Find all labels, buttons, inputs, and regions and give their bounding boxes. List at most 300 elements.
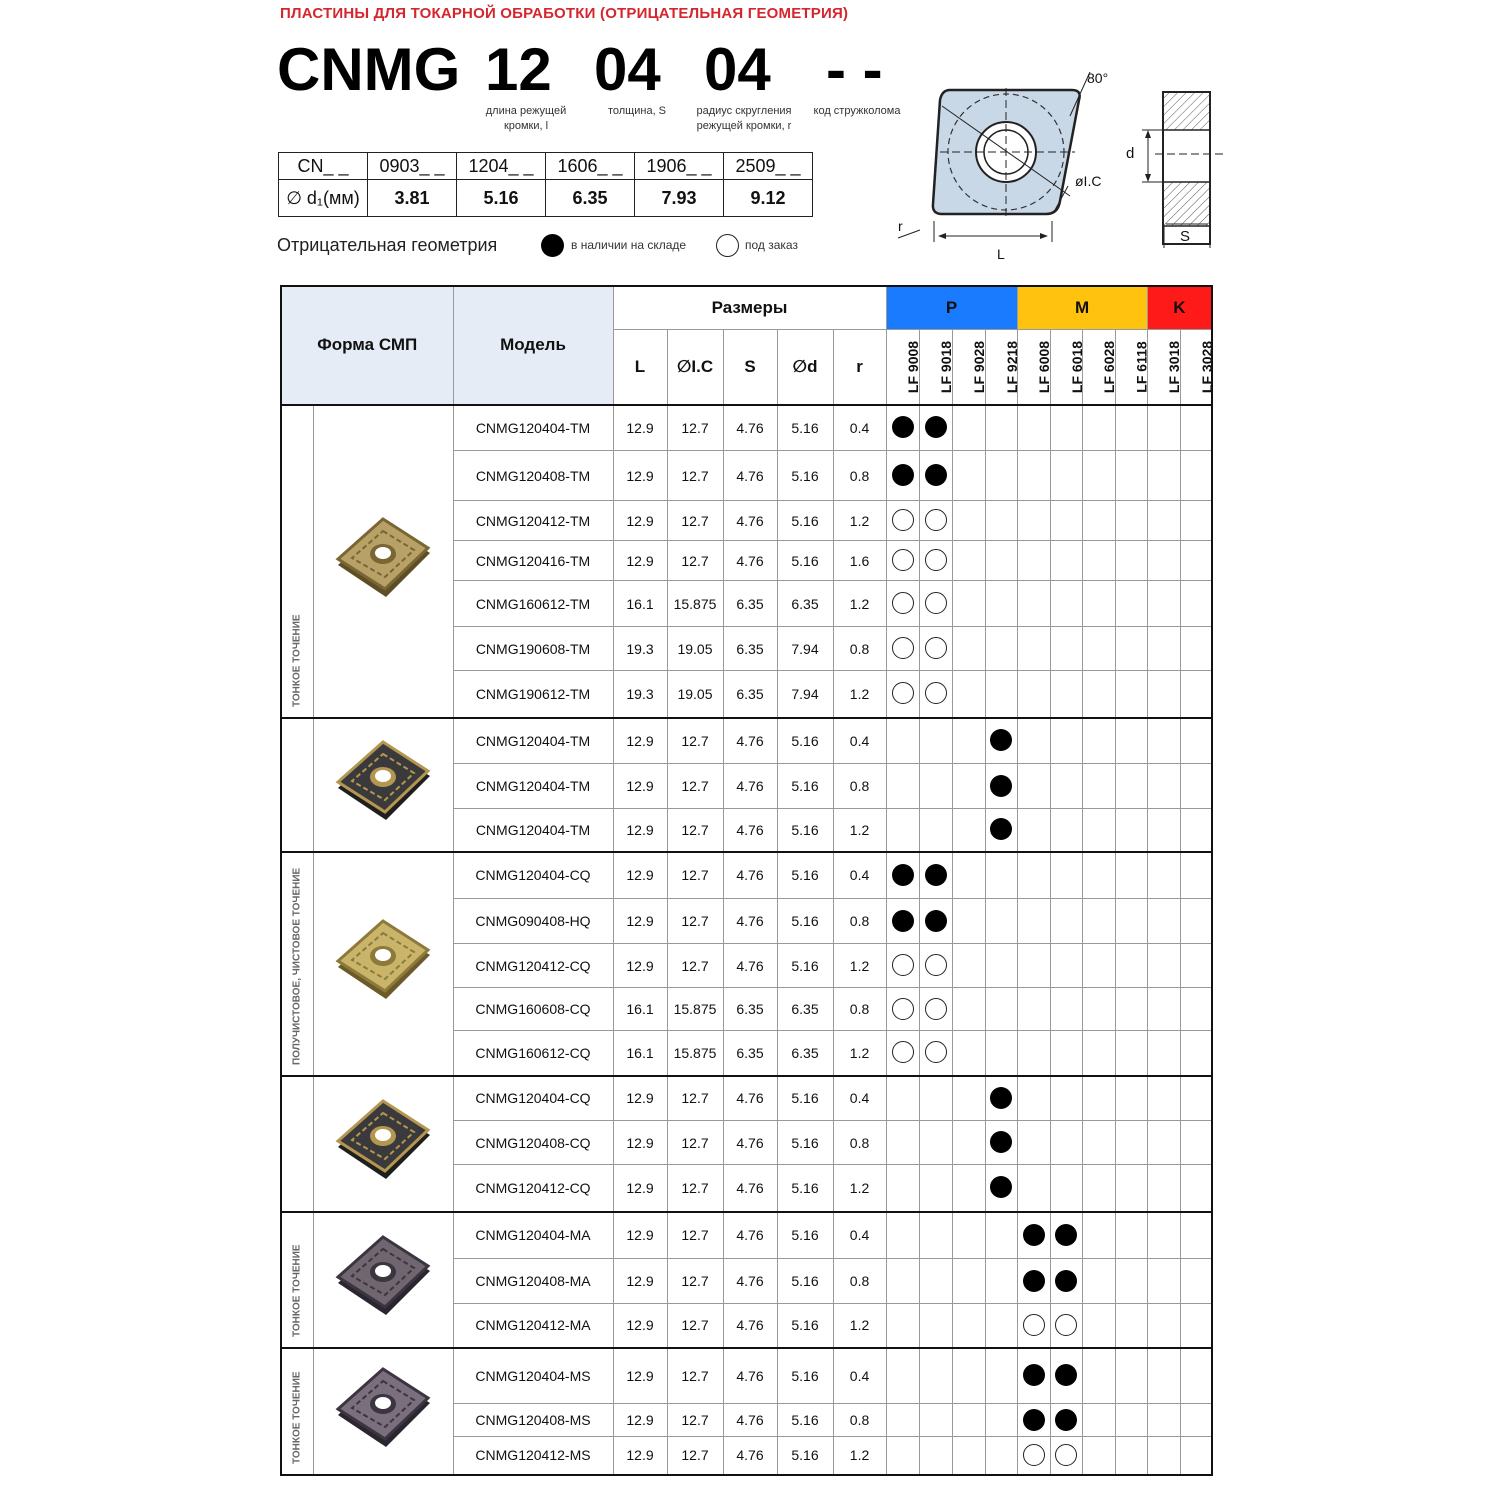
dim-cell: 1.2 xyxy=(833,1304,886,1348)
availability-cell xyxy=(919,899,952,944)
products-table xyxy=(280,285,1213,1476)
availability-cell xyxy=(1115,501,1147,541)
model-cell: CNMG160612-CQ xyxy=(453,1031,613,1076)
availability-cell xyxy=(952,764,985,809)
dim-cell: 0.8 xyxy=(833,627,886,671)
dim-cell: 12.7 xyxy=(667,1212,723,1259)
availability-cell xyxy=(919,627,952,671)
availability-cell xyxy=(1115,852,1147,899)
dim-cell: 4.76 xyxy=(723,1212,777,1259)
availability-cell xyxy=(919,581,952,627)
grade-label: LF 3018 xyxy=(1165,340,1182,393)
availability-cell xyxy=(1082,1404,1115,1437)
availability-cell xyxy=(952,988,985,1031)
label-chipbreaker: код стружколома xyxy=(813,105,901,117)
availability-cell xyxy=(919,405,952,451)
availability-cell xyxy=(1017,1121,1050,1165)
availability-cell xyxy=(1115,1304,1147,1348)
dim-cell: 4.76 xyxy=(723,944,777,988)
availability-cell xyxy=(886,809,919,852)
dim-cell: 12.9 xyxy=(613,1212,667,1259)
availability-cell xyxy=(985,1076,1017,1121)
availability-cell xyxy=(1180,1076,1212,1121)
availability-cell xyxy=(1082,852,1115,899)
availability-cell xyxy=(886,1404,919,1437)
availability-cell xyxy=(985,1165,1017,1212)
in-stock-dot-icon xyxy=(925,910,947,932)
dim-cell: 1.2 xyxy=(833,809,886,852)
availability-cell xyxy=(886,581,919,627)
availability-cell xyxy=(1017,1212,1050,1259)
dim-cell: 4.76 xyxy=(723,1165,777,1212)
availability-cell xyxy=(1082,899,1115,944)
availability-cell xyxy=(919,1031,952,1076)
grade-label: LF 6018 xyxy=(1068,340,1085,393)
size-head-1: 0903_ _ xyxy=(368,153,457,180)
dim-cell: 5.16 xyxy=(777,501,833,541)
availability-cell xyxy=(1082,1212,1115,1259)
availability-cell xyxy=(952,852,985,899)
availability-cell xyxy=(1115,1437,1147,1475)
availability-cell xyxy=(952,1121,985,1165)
dim-cell: 5.16 xyxy=(777,541,833,581)
dim-cell: 4.76 xyxy=(723,1404,777,1437)
dim-cell: 12.7 xyxy=(667,1404,723,1437)
in-stock-dot-icon xyxy=(990,775,1012,797)
dim-cell: 12.9 xyxy=(613,451,667,501)
dim-cell: 12.7 xyxy=(667,809,723,852)
on-order-dot-icon xyxy=(925,509,947,531)
availability-cell xyxy=(919,1076,952,1121)
col-model-header: Модель xyxy=(453,286,613,405)
availability-cell xyxy=(952,501,985,541)
availability-cell xyxy=(1017,581,1050,627)
label-thickness: толщина, S xyxy=(607,105,667,117)
availability-cell xyxy=(1180,1348,1212,1404)
dim-cell: 0.8 xyxy=(833,1259,886,1304)
availability-cell xyxy=(1082,541,1115,581)
dim-cell: 1.2 xyxy=(833,944,886,988)
on-order-dot-icon xyxy=(925,549,947,571)
col-shape-header: Форма СМП xyxy=(281,286,453,405)
availability-cell xyxy=(1180,501,1212,541)
dim-cell: 0.4 xyxy=(833,852,886,899)
dim-cell: 12.9 xyxy=(613,1437,667,1475)
model-cell: CNMG120404-TM xyxy=(453,718,613,764)
in-stock-dot-icon xyxy=(925,864,947,886)
availability-cell xyxy=(1180,541,1212,581)
availability-cell xyxy=(886,852,919,899)
label-length: длина режущей кромки, l xyxy=(485,105,567,132)
dim-cell: 4.76 xyxy=(723,718,777,764)
availability-cell xyxy=(1082,1076,1115,1121)
availability-cell xyxy=(919,718,952,764)
section-side-label: ТОНКОЕ ТОЧЕНИЕ xyxy=(291,1370,303,1464)
on-order-dot-icon xyxy=(1023,1444,1045,1466)
table-row xyxy=(281,718,1212,764)
section-side-label-cell xyxy=(281,1076,313,1212)
in-stock-dot-icon xyxy=(1055,1364,1077,1386)
availability-cell xyxy=(1147,899,1180,944)
grade-label: LF 6118 xyxy=(1133,340,1150,393)
size-row-label: ∅ d₁(мм) xyxy=(279,180,368,217)
dim-cell: 5.16 xyxy=(777,1121,833,1165)
dim-cell: 12.7 xyxy=(667,541,723,581)
availability-cell xyxy=(985,581,1017,627)
availability-cell xyxy=(1017,852,1050,899)
availability-cell xyxy=(985,718,1017,764)
model-cell: CNMG120404-TM xyxy=(453,809,613,852)
availability-cell xyxy=(919,1165,952,1212)
table-row xyxy=(281,1212,1212,1259)
availability-cell xyxy=(952,809,985,852)
dim-cell: 4.76 xyxy=(723,764,777,809)
on-order-dot-icon xyxy=(892,682,914,704)
dim-cell: 5.16 xyxy=(777,1348,833,1404)
availability-cell xyxy=(1115,899,1147,944)
availability-cell xyxy=(1050,671,1082,718)
availability-cell xyxy=(1050,1259,1082,1304)
model-cell: CNMG090408-HQ xyxy=(453,899,613,944)
availability-cell xyxy=(1115,809,1147,852)
availability-cell xyxy=(1147,581,1180,627)
dim-cell: 0.4 xyxy=(833,1212,886,1259)
size-head-2: 1204_ _ xyxy=(457,153,546,180)
model-cell: CNMG120404-MA xyxy=(453,1212,613,1259)
availability-cell xyxy=(952,718,985,764)
grade-header xyxy=(1017,329,1050,405)
availability-cell xyxy=(886,1165,919,1212)
availability-cell xyxy=(1115,405,1147,451)
dim-cell: 0.4 xyxy=(833,718,886,764)
availability-cell xyxy=(1017,1437,1050,1475)
availability-cell xyxy=(952,1348,985,1404)
dim-cell: 4.76 xyxy=(723,852,777,899)
dim-cell: 7.94 xyxy=(777,671,833,718)
model-cell: CNMG120404-MS xyxy=(453,1348,613,1404)
availability-cell xyxy=(1050,944,1082,988)
dim-cell: 0.8 xyxy=(833,899,886,944)
in-stock-dot-icon xyxy=(990,1087,1012,1109)
availability-cell xyxy=(886,405,919,451)
availability-cell xyxy=(919,541,952,581)
availability-cell xyxy=(1180,627,1212,671)
model-cell: CNMG120404-TM xyxy=(453,764,613,809)
dim-cell: 6.35 xyxy=(777,581,833,627)
grade-label: LF 6028 xyxy=(1100,340,1117,393)
dim-cell: 4.76 xyxy=(723,1121,777,1165)
availability-cell xyxy=(1050,764,1082,809)
dim-cell: 12.7 xyxy=(667,1076,723,1121)
dim-cell: 6.35 xyxy=(777,1031,833,1076)
on-order-dot-icon xyxy=(925,682,947,704)
on-order-dot-icon xyxy=(925,998,947,1020)
on-order-dot-icon xyxy=(925,1041,947,1063)
dim-cell: 12.7 xyxy=(667,899,723,944)
model-cell: CNMG120408-MA xyxy=(453,1259,613,1304)
dim-cell: 12.7 xyxy=(667,1304,723,1348)
insert-image-cell xyxy=(313,1348,453,1475)
availability-cell xyxy=(985,1212,1017,1259)
dim-cell: 12.9 xyxy=(613,1165,667,1212)
in-stock-dot-icon xyxy=(541,234,564,257)
availability-cell xyxy=(1115,988,1147,1031)
insert-image-icon xyxy=(328,1365,438,1455)
col-dims-header: Размеры xyxy=(613,286,886,329)
availability-cell xyxy=(1050,1212,1082,1259)
availability-cell xyxy=(1115,581,1147,627)
availability-cell xyxy=(1017,1031,1050,1076)
dim-cell: 12.9 xyxy=(613,809,667,852)
dim-cell: 16.1 xyxy=(613,988,667,1031)
dim-cell: 1.6 xyxy=(833,541,886,581)
in-stock-dot-icon xyxy=(1055,1409,1077,1431)
dim-cell: 12.9 xyxy=(613,405,667,451)
availability-cell xyxy=(1082,1304,1115,1348)
availability-cell xyxy=(952,541,985,581)
dim-cell: 12.7 xyxy=(667,852,723,899)
availability-cell xyxy=(1050,852,1082,899)
dim-cell: 6.35 xyxy=(723,671,777,718)
model-cell: CNMG120408-MS xyxy=(453,1404,613,1437)
grade-header xyxy=(1180,329,1215,405)
size-head-5: 2509_ _ xyxy=(724,153,813,180)
dim-cell: 12.7 xyxy=(667,764,723,809)
availability-cell xyxy=(1115,671,1147,718)
availability-cell xyxy=(1082,1031,1115,1076)
availability-cell xyxy=(1115,1076,1147,1121)
model-cell: CNMG120416-TM xyxy=(453,541,613,581)
dim-header-ic: ∅I.C xyxy=(667,329,723,405)
availability-cell xyxy=(1082,581,1115,627)
dim-cell: 0.8 xyxy=(833,764,886,809)
availability-cell xyxy=(919,1121,952,1165)
availability-cell xyxy=(919,1304,952,1348)
section-side-label-cell xyxy=(281,852,313,1076)
in-stock-dot-icon xyxy=(990,729,1012,751)
diagram-d-label: d xyxy=(1126,145,1135,162)
availability-cell xyxy=(985,1304,1017,1348)
model-cell: CNMG120408-TM xyxy=(453,451,613,501)
availability-cell xyxy=(985,451,1017,501)
section-side-label-cell xyxy=(281,405,313,718)
availability-cell xyxy=(1180,1437,1212,1475)
size-head-0: CN_ _ xyxy=(279,153,368,180)
on-order-dot-icon xyxy=(1023,1314,1045,1336)
dim-cell: 12.7 xyxy=(667,718,723,764)
insert-image-cell xyxy=(313,405,453,718)
on-order-dot-icon xyxy=(892,1041,914,1063)
availability-cell xyxy=(886,944,919,988)
dim-cell: 12.7 xyxy=(667,1121,723,1165)
availability-cell xyxy=(1180,1121,1212,1165)
availability-cell xyxy=(1147,718,1180,764)
dim-cell: 16.1 xyxy=(613,1031,667,1076)
availability-cell xyxy=(1147,1404,1180,1437)
availability-cell xyxy=(1082,405,1115,451)
in-stock-dot-icon xyxy=(925,416,947,438)
availability-cell xyxy=(1050,1304,1082,1348)
availability-cell xyxy=(1147,1437,1180,1475)
availability-cell xyxy=(1017,541,1050,581)
availability-cell xyxy=(1180,899,1212,944)
availability-cell xyxy=(952,1404,985,1437)
dim-cell: 12.9 xyxy=(613,1304,667,1348)
insert-image-icon xyxy=(328,515,438,605)
in-stock-dot-icon xyxy=(892,864,914,886)
dim-cell: 5.16 xyxy=(777,1404,833,1437)
dim-cell: 19.05 xyxy=(667,671,723,718)
model-cell: CNMG120408-CQ xyxy=(453,1121,613,1165)
availability-cell xyxy=(1115,944,1147,988)
dim-cell: 12.9 xyxy=(613,1121,667,1165)
availability-cell xyxy=(886,1304,919,1348)
insert-image-icon xyxy=(328,1097,438,1187)
availability-cell xyxy=(1147,1212,1180,1259)
availability-cell xyxy=(886,627,919,671)
availability-cell xyxy=(919,501,952,541)
availability-cell xyxy=(1082,1121,1115,1165)
availability-cell xyxy=(886,1121,919,1165)
availability-cell xyxy=(1180,1404,1212,1437)
availability-cell xyxy=(1180,1165,1212,1212)
availability-cell xyxy=(1017,1165,1050,1212)
dim-cell: 0.4 xyxy=(833,1348,886,1404)
size-head-3: 1606_ _ xyxy=(546,153,635,180)
availability-cell xyxy=(1082,988,1115,1031)
availability-cell xyxy=(985,1437,1017,1475)
availability-cell xyxy=(1050,1165,1082,1212)
availability-cell xyxy=(952,1259,985,1304)
availability-cell xyxy=(1050,627,1082,671)
availability-cell xyxy=(1147,988,1180,1031)
availability-cell xyxy=(1082,627,1115,671)
grade-label: LF 9218 xyxy=(1003,340,1020,393)
group-m-header: M xyxy=(1017,286,1147,329)
dim-cell: 0.8 xyxy=(833,988,886,1031)
dim-cell: 4.76 xyxy=(723,1259,777,1304)
insert-drawing xyxy=(890,66,1230,266)
availability-cell xyxy=(919,451,952,501)
availability-cell xyxy=(1082,1348,1115,1404)
availability-cell xyxy=(1082,671,1115,718)
availability-cell xyxy=(985,809,1017,852)
availability-cell xyxy=(1115,627,1147,671)
dim-cell: 12.9 xyxy=(613,764,667,809)
availability-cell xyxy=(1082,1165,1115,1212)
code-part-chipbreaker: - - xyxy=(826,36,883,103)
code-part-thickness: 04 xyxy=(594,36,661,103)
availability-cell xyxy=(1115,718,1147,764)
availability-cell xyxy=(1050,1121,1082,1165)
dim-cell: 12.7 xyxy=(667,1259,723,1304)
size-table xyxy=(278,152,813,217)
dim-cell: 12.7 xyxy=(667,1437,723,1475)
availability-cell xyxy=(886,1259,919,1304)
availability-cell xyxy=(1115,451,1147,501)
grade-header xyxy=(919,329,952,405)
availability-cell xyxy=(1115,1165,1147,1212)
availability-cell xyxy=(1082,451,1115,501)
availability-cell xyxy=(952,671,985,718)
availability-cell xyxy=(1147,1031,1180,1076)
in-stock-dot-icon xyxy=(990,1131,1012,1153)
availability-cell xyxy=(1180,852,1212,899)
dim-cell: 4.76 xyxy=(723,809,777,852)
availability-cell xyxy=(1017,764,1050,809)
availability-cell xyxy=(1147,1165,1180,1212)
dim-cell: 5.16 xyxy=(777,809,833,852)
availability-cell xyxy=(1050,809,1082,852)
availability-cell xyxy=(985,899,1017,944)
availability-cell xyxy=(952,1165,985,1212)
size-value-0: 3.81 xyxy=(368,180,457,217)
size-value-2: 6.35 xyxy=(546,180,635,217)
grade-header xyxy=(1082,329,1115,405)
dim-cell: 5.16 xyxy=(777,1259,833,1304)
legend-on-order: под заказ xyxy=(745,238,798,252)
availability-cell xyxy=(1115,1404,1147,1437)
dim-cell: 6.35 xyxy=(723,988,777,1031)
availability-cell xyxy=(985,1404,1017,1437)
availability-cell xyxy=(1017,944,1050,988)
insert-image-cell xyxy=(313,718,453,852)
availability-cell xyxy=(1180,581,1212,627)
dim-cell: 4.76 xyxy=(723,1076,777,1121)
table-row xyxy=(281,1348,1212,1404)
dim-cell: 12.7 xyxy=(667,1348,723,1404)
availability-cell xyxy=(985,501,1017,541)
availability-cell xyxy=(1017,1076,1050,1121)
availability-cell xyxy=(1082,1437,1115,1475)
availability-cell xyxy=(952,899,985,944)
availability-cell xyxy=(952,1031,985,1076)
availability-cell xyxy=(1017,809,1050,852)
dim-cell: 15.875 xyxy=(667,581,723,627)
availability-cell xyxy=(1050,451,1082,501)
availability-cell xyxy=(919,1212,952,1259)
model-cell: CNMG190612-TM xyxy=(453,671,613,718)
dim-cell: 19.3 xyxy=(613,671,667,718)
model-cell: CNMG160608-CQ xyxy=(453,988,613,1031)
grade-header xyxy=(1050,329,1085,405)
availability-cell xyxy=(886,671,919,718)
availability-cell xyxy=(952,627,985,671)
availability-cell xyxy=(1180,1031,1212,1076)
in-stock-dot-icon xyxy=(990,818,1012,840)
dim-cell: 4.76 xyxy=(723,1348,777,1404)
in-stock-dot-icon xyxy=(892,910,914,932)
in-stock-dot-icon xyxy=(1023,1224,1045,1246)
on-order-dot-icon xyxy=(892,637,914,659)
dim-cell: 1.2 xyxy=(833,581,886,627)
in-stock-dot-icon xyxy=(1023,1364,1045,1386)
availability-cell xyxy=(985,764,1017,809)
dim-cell: 0.8 xyxy=(833,1121,886,1165)
model-cell: CNMG120412-CQ xyxy=(453,944,613,988)
availability-cell xyxy=(1147,671,1180,718)
availability-cell xyxy=(1115,764,1147,809)
availability-cell xyxy=(886,1031,919,1076)
diagram-ic-label: øI.C xyxy=(1075,173,1102,189)
availability-cell xyxy=(952,451,985,501)
availability-cell xyxy=(1082,944,1115,988)
availability-cell xyxy=(985,1121,1017,1165)
availability-cell xyxy=(1050,988,1082,1031)
availability-cell xyxy=(1017,501,1050,541)
group-k-header: K xyxy=(1147,286,1212,329)
in-stock-dot-icon xyxy=(1023,1270,1045,1292)
